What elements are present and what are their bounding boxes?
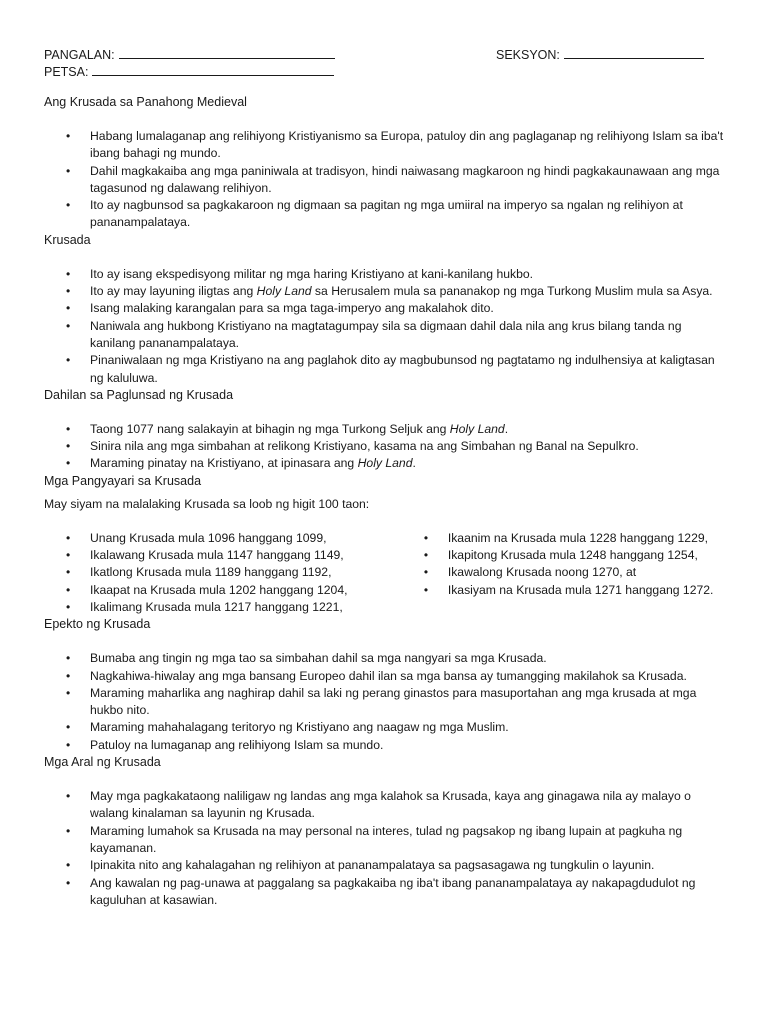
list-item: • Ikasiyam na Krusada mula 1271 hanggang 1272. — [402, 582, 728, 599]
list-item: • Patuloy na lumaganap ang relihiyong Islam sa mundo. — [44, 737, 728, 754]
list-item: • Bumaba ang tingin ng mga tao sa simbahan dahil sa mga nangyari sa mga Krusada. — [44, 650, 728, 667]
list-item: • Ipinakita nito ang kahalagahan ng relihiyon at pananampalataya sa pagsasagawa ng tungkulin o layunin. — [44, 857, 728, 874]
list-item: • Maraming lumahok sa Krusada na may personal na interes, tulad ng pagsakop ng ibang lupain at pagkuha ng kayamanan. — [44, 823, 728, 858]
pangyayari-intro-text: May siyam na malalaking Krusada sa loob ng higit 100 taon: — [44, 496, 370, 511]
list-item: • Maraming maharlika ang naghirap dahil sa laki ng perang ginastos para masuportahan ang mga krusada at mga hukbo nito. — [44, 685, 728, 720]
emphasis-holy-land: Holy Land — [256, 284, 312, 299]
list-item — [44, 283, 728, 300]
list-item: • Ito ay nagbunsod sa pagkakaroon ng digmaan sa pagitan ng mga umiiral na imperyo sa ngalan ng relihiyon at pananampalataya. — [44, 197, 728, 232]
list-item: • Ikaanim na Krusada mula 1228 hanggang 1229, — [402, 530, 728, 547]
header-row-date — [44, 63, 728, 80]
list-item: • Nagkahiwa-hiwalay ang mga bansang Europeo dahil ilan sa mga bansa ay tumangging makilahok sa Krusada. — [44, 668, 728, 685]
crusades-column-right — [402, 530, 728, 616]
section-heading-pangyayari: Mga Pangyayari sa Krusada — [44, 473, 202, 488]
date-blank-line[interactable] — [92, 63, 334, 76]
list-item: • Maraming mahahalagang teritoryo ng Kristiyano ang naagaw ng mga Muslim. — [44, 719, 728, 736]
text-span: . — [412, 456, 416, 471]
text-span: sa Herusalem mula sa pananakop ng mga Turkong Muslim mula sa Asya. — [311, 284, 713, 299]
krusada-bullet-list — [44, 266, 728, 387]
list-item — [44, 421, 728, 438]
name-label: PANGALAN: — [44, 48, 115, 62]
list-item: • Ikatlong Krusada mula 1189 hanggang 1192, — [44, 564, 402, 581]
section-blank-line[interactable] — [564, 46, 704, 59]
crusades-column-left — [44, 530, 402, 616]
list-item: • Ito ay isang ekspedisyong militar ng mga haring Kristiyano at kani-kanilang hukbo. — [44, 266, 728, 283]
crusades-two-column-list — [44, 530, 728, 616]
list-item: • Ang kawalan ng pag-unawa at paggalang sa pagkakaiba ng iba't ibang pananampalataya ay nakapagdudulot ng kaguluhan at kasawian. — [44, 875, 728, 910]
document-title: Ang Krusada sa Panahong Medieval — [44, 95, 247, 109]
section-field — [496, 46, 704, 64]
text-span: . — [504, 421, 509, 436]
aral-bullet-list — [44, 788, 728, 909]
name-blank-line[interactable] — [119, 46, 335, 59]
text-span: Ito ay may layuning iligtas ang — [90, 284, 257, 299]
epekto-bullet-list — [44, 650, 728, 754]
text-span: Maraming pinatay na Kristiyano, at ipinasara ang — [90, 456, 358, 471]
header-row-name — [44, 46, 728, 63]
list-item: • May mga pagkakataong naliligaw ng landas ang mga kalahok sa Krusada, kaya ang ginagawa nila ay malayo o walang kinalaman sa layunin ng Krusada. — [44, 788, 728, 823]
emphasis-holy-land: Holy Land — [357, 456, 413, 471]
list-item: • Ikapitong Krusada mula 1248 hanggang 1254, — [402, 547, 728, 564]
section-heading-dahilan: Dahilan sa Paglunsad ng Krusada — [44, 387, 234, 402]
list-item: • Habang lumalaganap ang relihiyong Kristiyanismo sa Europa, patuloy din ang paglaganap ng relihiyong Islam sa iba't ibang bahagi ng mundo. — [44, 128, 728, 163]
list-item: • Ikawalong Krusada noong 1270, at — [402, 564, 728, 581]
list-item — [44, 455, 728, 472]
date-label: PETSA: — [44, 65, 89, 79]
section-heading-krusada: Krusada — [44, 232, 91, 247]
list-item: • Unang Krusada mula 1096 hanggang 1099, — [44, 530, 402, 547]
text-span: Taong 1077 nang salakayin at bihagin ng mga Turkong Seljuk ang — [90, 421, 450, 436]
list-item: • Naniwala ang hukbong Kristiyano na magtatagumpay sila sa digmaan dahil dala nila ang krus bilang tanda ng kanilang pananampalataya. — [44, 318, 728, 353]
dahilan-bullet-list — [44, 421, 728, 473]
list-item: • Isang malaking karangalan para sa mga taga-imperyo ang makalahok dito. — [44, 300, 728, 317]
list-item: • Ikalawang Krusada mula 1147 hanggang 1149, — [44, 547, 402, 564]
list-item: • Ikaapat na Krusada mula 1202 hanggang 1204, — [44, 582, 402, 599]
list-item: • Dahil magkakaiba ang mga paniniwala at tradisyon, hindi naiwasang magkaroon ng hindi pagkakaunawaan ang mga tagasunod ng dalawang relihiyon. — [44, 163, 728, 198]
section-heading-aral: Mga Aral ng Krusada — [44, 755, 161, 770]
list-item: • Pinaniwalaan ng mga Kristiyano na ang paglahok dito ay magbubunsod ng pagtatamo ng indulhensiya at kaligtasan ng kaluluwa. — [44, 352, 728, 387]
intro-bullet-list — [44, 128, 728, 232]
list-item: • Ikalimang Krusada mula 1217 hanggang 1221, — [44, 599, 402, 616]
section-label: SEKSYON: — [496, 48, 560, 62]
emphasis-holy-land: Holy Land — [449, 421, 505, 436]
section-heading-epekto: Epekto ng Krusada — [44, 617, 151, 632]
list-item: • Sinira nila ang mga simbahan at relikong Kristiyano, kasama na ang Simbahan ng Banal na Sepulkro. — [44, 438, 728, 455]
